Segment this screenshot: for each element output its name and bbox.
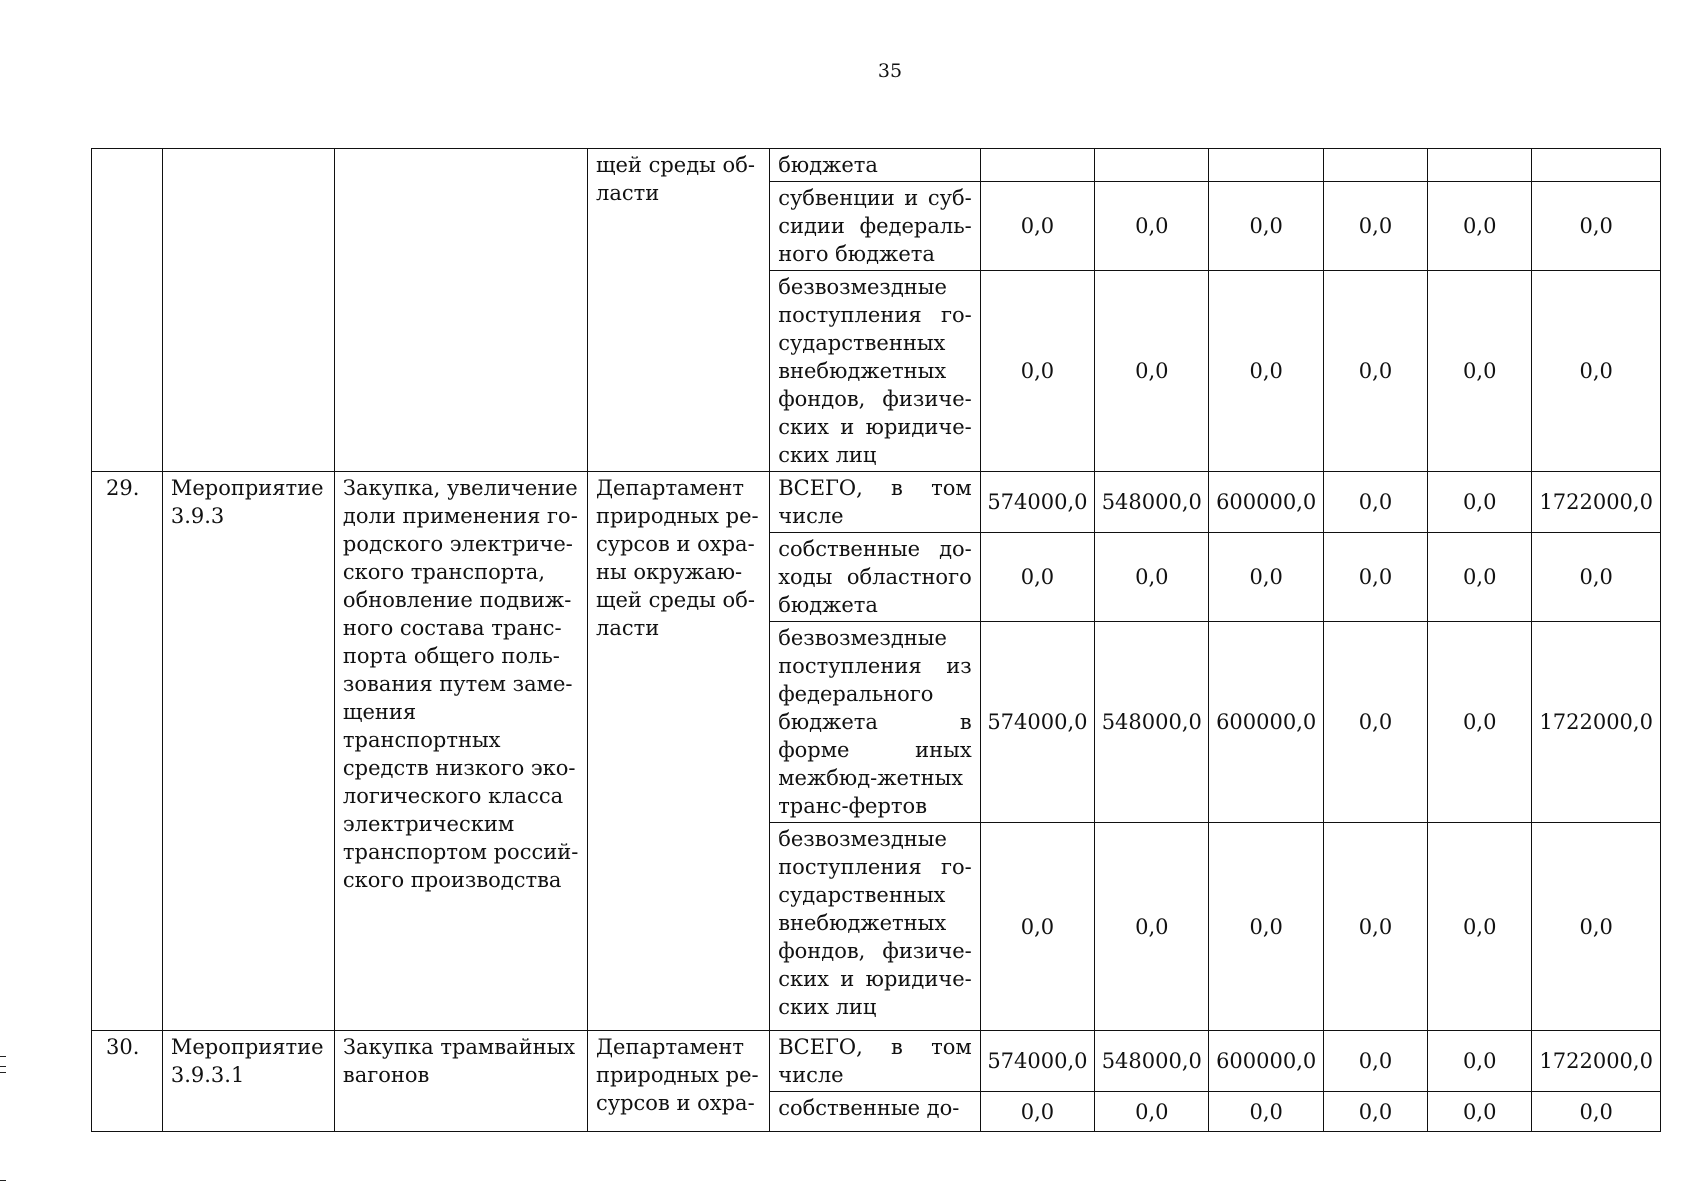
value-cell: 0,0 <box>1532 182 1661 271</box>
value-cell: 0,0 <box>1428 271 1532 472</box>
table-row <box>92 1031 1661 1092</box>
value-cell: 0,0 <box>1095 182 1209 271</box>
value-cell: 1722000,0 <box>1532 622 1661 823</box>
funding-source-cell: собственные до-ходы областного бюджета <box>770 533 981 622</box>
value-cell: 0,0 <box>1323 472 1427 533</box>
measure-cell <box>162 149 334 472</box>
value-cell: 0,0 <box>1095 823 1209 1031</box>
value-cell: 548000,0 <box>1095 1031 1209 1092</box>
value-cell: 1722000,0 <box>1532 1031 1661 1092</box>
page-number: 35 <box>877 60 903 82</box>
value-cell: 0,0 <box>1428 1092 1532 1132</box>
number-cell: 29. <box>92 472 163 1031</box>
value-cell: 600000,0 <box>1209 1031 1323 1092</box>
scan-edge-mark <box>0 1066 6 1067</box>
number-cell <box>92 149 163 472</box>
funding-source-cell: безвозмездные поступления го-сударственных внебюджетных фондов, физиче-ских и юридиче-ских лиц <box>770 271 981 472</box>
value-cell: 0,0 <box>1209 182 1323 271</box>
value-cell <box>1532 149 1661 182</box>
value-cell: 0,0 <box>1532 271 1661 472</box>
value-cell <box>1428 149 1532 182</box>
value-cell: 0,0 <box>1323 823 1427 1031</box>
description-cell <box>334 149 587 472</box>
funding-source-cell: безвозмездные поступления го-сударственных внебюджетных фондов, физиче-ских и юридиче-ских лиц <box>770 823 981 1031</box>
value-cell: 0,0 <box>1209 533 1323 622</box>
value-cell: 600000,0 <box>1209 472 1323 533</box>
value-cell: 548000,0 <box>1095 472 1209 533</box>
value-cell: 0,0 <box>1095 271 1209 472</box>
table-row <box>92 472 1661 533</box>
value-cell: 0,0 <box>1532 1092 1661 1132</box>
value-cell: 0,0 <box>1323 1031 1427 1092</box>
table-row <box>92 149 1661 182</box>
scan-edge-mark <box>0 1072 6 1073</box>
scan-edge-mark <box>0 1056 6 1057</box>
value-cell: 0,0 <box>1323 622 1427 823</box>
value-cell <box>1095 149 1209 182</box>
value-cell: 548000,0 <box>1095 622 1209 823</box>
value-cell: 0,0 <box>1095 1092 1209 1132</box>
value-cell: 0,0 <box>1323 182 1427 271</box>
value-cell: 0,0 <box>1323 271 1427 472</box>
value-cell <box>1323 149 1427 182</box>
value-cell: 0,0 <box>980 271 1094 472</box>
value-cell: 0,0 <box>980 182 1094 271</box>
funding-source-cell: субвенции и суб-сидии федераль-ного бюджета <box>770 182 981 271</box>
value-cell: 574000,0 <box>980 472 1094 533</box>
value-cell: 574000,0 <box>980 1031 1094 1092</box>
value-cell: 0,0 <box>980 533 1094 622</box>
value-cell: 0,0 <box>1428 472 1532 533</box>
measure-cell: Мероприятие 3.9.3.1 <box>162 1031 334 1132</box>
value-cell <box>980 149 1094 182</box>
value-cell: 0,0 <box>1428 823 1532 1031</box>
measure-cell: Мероприятие 3.9.3 <box>162 472 334 1031</box>
number-cell: 30. <box>92 1031 163 1132</box>
value-cell: 0,0 <box>1209 271 1323 472</box>
value-cell <box>1209 149 1323 182</box>
value-cell: 0,0 <box>1209 823 1323 1031</box>
value-cell: 0,0 <box>1428 182 1532 271</box>
value-cell: 0,0 <box>1323 1092 1427 1132</box>
value-cell: 0,0 <box>1428 533 1532 622</box>
executor-cell: Департамент природных ре-сурсов и охра-ны окружаю-щей среды об-ласти <box>587 472 769 1031</box>
description-cell: Закупка трамвайных вагонов <box>334 1031 587 1132</box>
funding-source-cell: ВСЕГО, в том числе <box>770 1031 981 1092</box>
value-cell: 0,0 <box>1209 1092 1323 1132</box>
value-cell: 0,0 <box>1532 533 1661 622</box>
value-cell: 574000,0 <box>980 622 1094 823</box>
scan-edge-mark <box>0 1180 6 1181</box>
value-cell: 600000,0 <box>1209 622 1323 823</box>
funding-source-cell: бюджета <box>770 149 981 182</box>
value-cell: 0,0 <box>1095 533 1209 622</box>
value-cell: 1722000,0 <box>1532 472 1661 533</box>
budget-table <box>91 148 1661 1132</box>
funding-source-cell: ВСЕГО, в том числе <box>770 472 981 533</box>
executor-cell: щей среды об-ласти <box>587 149 769 472</box>
value-cell: 0,0 <box>980 1092 1094 1132</box>
value-cell: 0,0 <box>1428 622 1532 823</box>
description-cell: Закупка, увеличение доли применения го-родского электриче-ского транспорта, обновление подвиж-ного состава транс-порта общего поль-зования путем заме-щения транспортных средств низкого эко-логического класса электрическим транспортом россий-ского производства <box>334 472 587 1031</box>
value-cell: 0,0 <box>980 823 1094 1031</box>
value-cell: 0,0 <box>1323 533 1427 622</box>
executor-cell: Департамент природных ре-сурсов и охра- <box>587 1031 769 1132</box>
funding-source-cell: собственные до- <box>770 1092 981 1132</box>
value-cell: 0,0 <box>1532 823 1661 1031</box>
value-cell: 0,0 <box>1428 1031 1532 1092</box>
funding-source-cell: безвозмездные поступления из федерального бюджета в форме иных межбюд-жетных транс-фертов <box>770 622 981 823</box>
